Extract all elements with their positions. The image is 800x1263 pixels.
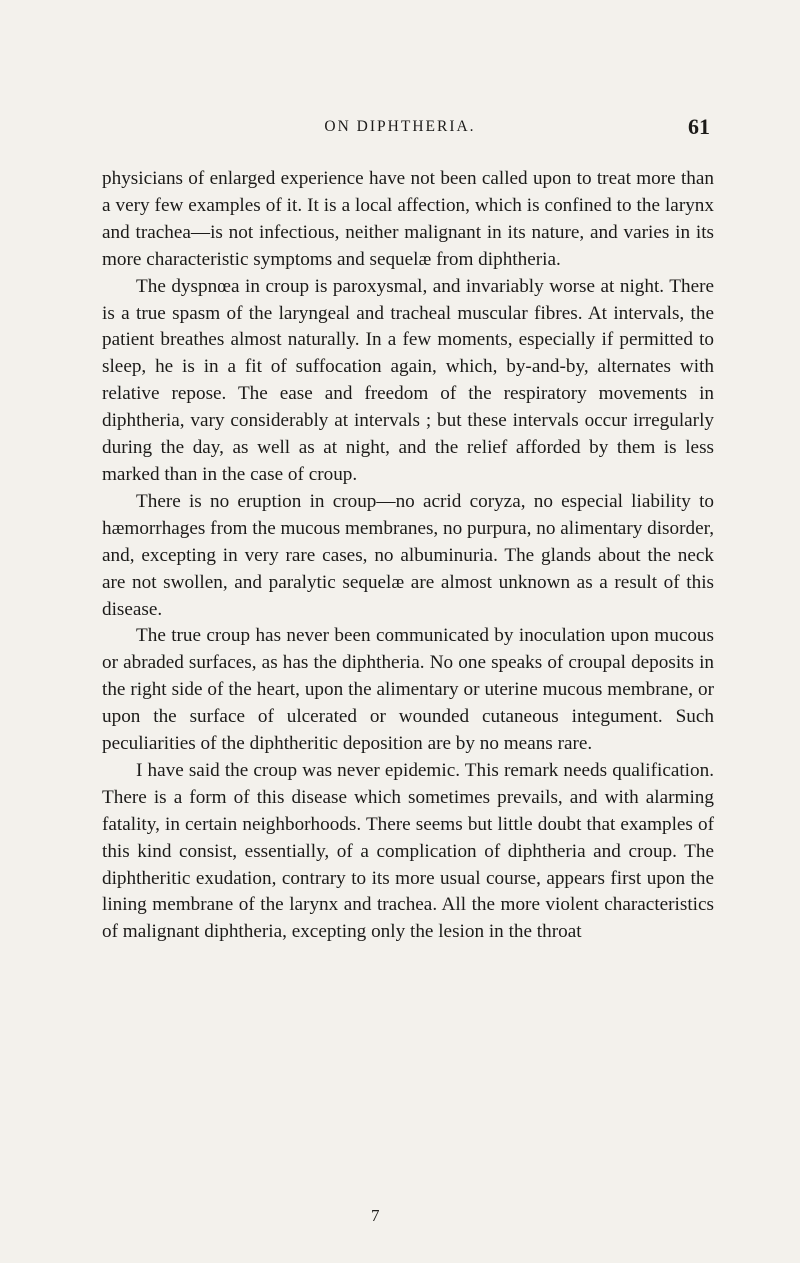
body-text bbox=[102, 166, 714, 946]
paragraph: I have said the croup was never epidemic. This remark needs qualification. There is a form of this disease which sometimes prevails, and with alarming fatality, in certain neighborhoods. There seems but little doubt that examples of this kind consist, essentially, of a complication of diphtheria and croup. The diphtheritic exudation, contrary to its more usual course, appears first upon the lining membrane of the larynx and trachea. All the more violent characteristics of malignant diphtheria, excepting only the lesion in the throat bbox=[102, 759, 714, 943]
running-title: ON DIPHTHERIA. bbox=[324, 118, 476, 135]
page-number: 61 bbox=[688, 114, 710, 139]
paragraph: There is no eruption in croup—no acrid coryza, no especial liability to hæmorrhages from the mucous membranes, no purpura, no alimentary disorder, and, excepting in very rare cases, no albuminuria. The glands about the neck are not swollen, and paralytic sequelæ are almost unknown as a result of this disease. bbox=[102, 490, 715, 620]
paragraph: The true croup has never been communicated by inoculation upon mucous or abraded surfaces, as has the diphtheria. No one speaks of croupal deposits in the right side of the heart, upon the alimentary or uterine mucous membrane, or upon the surface of ulcerated or wounded cutaneous integument. Such peculiarities of the diphtheritic deposition are by no means rare. bbox=[102, 625, 714, 755]
paragraph: The dyspnœa in croup is paroxysmal, and invariably worse at night. There is a true spasm of the laryngeal and tracheal muscular fibres. At intervals, the patient breathes almost naturally. In a few moments, especially if permitted to sleep, he is in a fit of suffocation again, which, by-and-by, alternates with relative repose. The ease and freedom of the respiratory movements in diphtheria, vary considerably at intervals ; but these intervals occur irregularly during the day, as well as at night, and the relief afforded by them is less marked than in the case of croup. bbox=[102, 275, 714, 485]
signature-mark: 7 bbox=[371, 1206, 380, 1225]
running-head bbox=[90, 116, 710, 142]
paragraph: physicians of enlarged experience have not been called upon to treat more than a very few examples of it. It is a local affection, which is confined to the larynx and trachea—is not infectious, neither malignant in its nature, and varies in its more characteristic symptoms and sequelæ from diphtheria. bbox=[102, 168, 714, 270]
